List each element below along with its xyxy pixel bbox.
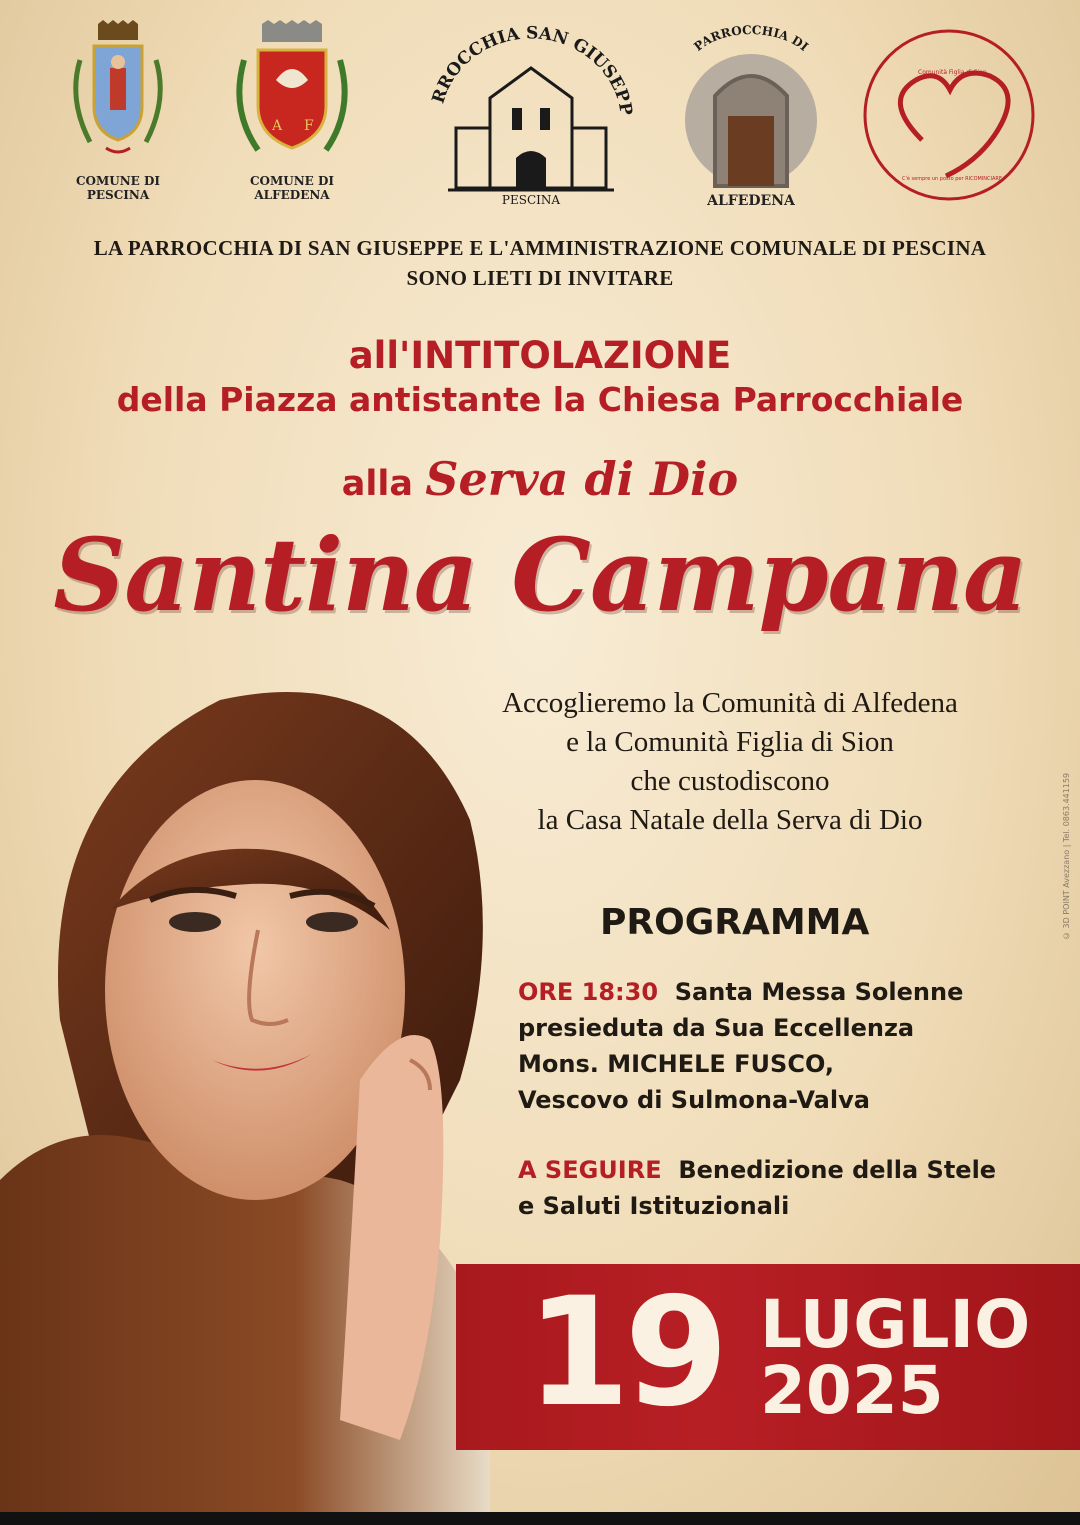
program-time-2: A SEGUIRE: [518, 1156, 662, 1184]
program-title: PROGRAMMA: [600, 902, 870, 943]
church-facade-icon: [428, 18, 634, 208]
svg-text:A: A: [272, 118, 283, 134]
program-line-2a: e Saluti Istituzionali: [518, 1192, 790, 1220]
alfedena-caption: COMUNE DI ALFEDENA: [249, 174, 335, 202]
program-first-2: Benedizione della Stele: [678, 1156, 997, 1184]
parrocchia-alfedena-logo: [670, 18, 832, 208]
alfedena-coat-of-arms: [232, 20, 352, 202]
honoree-name: Santina Campana: [53, 516, 1027, 634]
headline-piazza: della Piazza antistante la Chiesa Parrocchiale: [116, 380, 964, 419]
welcome-text: [440, 684, 1020, 840]
alfedena-arc-text: PARROCCHIA DI: [691, 23, 811, 54]
date-month: LUGLIO: [760, 1286, 1031, 1363]
figlia-di-sion-logo: [862, 28, 1036, 206]
figlia-di-sion-name: Comunità Figlia di Sion: [918, 69, 987, 76]
church-portal-icon: [670, 18, 832, 188]
welcome-line-4: la Casa Natale della Serva di Dio: [537, 804, 923, 836]
svg-text:F: F: [304, 118, 314, 134]
pescina-coat-of-arms: [66, 20, 170, 202]
date-band: [456, 1264, 1080, 1450]
program-item-benediction: [518, 1152, 996, 1224]
date-year: 2025: [760, 1352, 944, 1429]
headline-intitolazione: all'INTITOLAZIONE: [348, 334, 732, 377]
printer-credit: © 3D POINT Avezzano | Tel. 0863.441159: [1062, 772, 1071, 940]
san-giuseppe-place: PESCINA: [501, 193, 561, 207]
invitation-line-2: SONO LIETI DI INVITARE: [406, 266, 674, 290]
figlia-di-sion-motto: C'è sempre un posto per RICOMINCIARE: [902, 176, 1003, 182]
invitation-line-1: LA PARROCCHIA DI SAN GIUSEPPE E L'AMMINISTRAZIONE COMUNALE DI PESCINA: [93, 236, 987, 260]
welcome-line-2: e la Comunità Figlia di Sion: [566, 726, 894, 758]
alfedena-parrocchia-place: ALFEDENA: [707, 193, 795, 209]
program-time-1: ORE 18:30: [518, 978, 659, 1006]
bottom-edge: [0, 1512, 1080, 1525]
program-first-1: Santa Messa Solenne: [674, 978, 964, 1006]
welcome-line-1: Accoglieremo la Comunità di Alfedena: [502, 687, 958, 719]
program-line-1c: Vescovo di Sulmona-Valva: [518, 1086, 870, 1114]
program-line-1b: Mons. MICHELE FUSCO,: [518, 1050, 834, 1078]
headline-serva-script: Serva di Dio: [425, 452, 739, 506]
san-giuseppe-arc-text: RROCCHIA SAN GIUSEPP: [428, 23, 634, 117]
program-item-mass: [518, 974, 963, 1118]
pescina-crest-icon: [66, 20, 170, 170]
date-day: 19: [526, 1266, 723, 1440]
headline-serva-di-dio: [0, 452, 1080, 506]
pescina-caption: COMUNE DI PESCINA: [75, 174, 161, 202]
program-line-1a: presieduta da Sua Eccellenza: [518, 1014, 915, 1042]
welcome-line-3: che custodiscono: [630, 765, 830, 797]
parrocchia-san-giuseppe-logo: [428, 18, 634, 212]
headline-alla: alla: [341, 464, 414, 504]
heart-circle-icon: [862, 28, 1036, 202]
alfedena-crest-icon: [232, 20, 352, 170]
svg-text:PARROCCHIA DI: [691, 23, 811, 54]
